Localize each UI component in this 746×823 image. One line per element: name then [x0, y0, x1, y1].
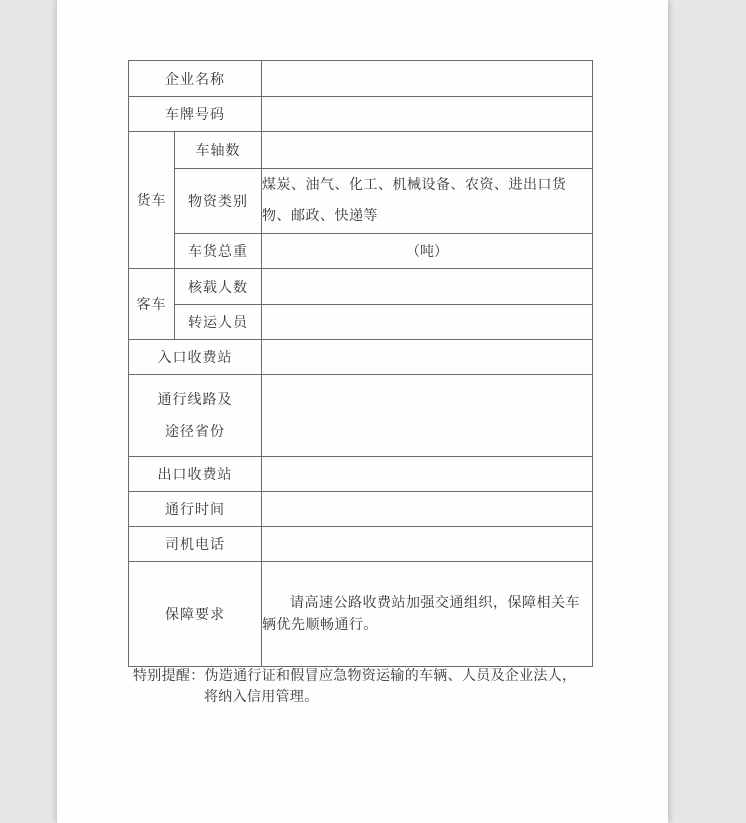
row-goods-type [129, 169, 593, 234]
axles-label: 车轴数 [175, 132, 262, 169]
goods-type-label: 物资类别 [175, 169, 262, 234]
special-reminder [133, 666, 603, 708]
entry-station-field[interactable] [262, 340, 593, 375]
entry-station-label: 入口收费站 [129, 340, 262, 375]
capacity-field[interactable] [262, 269, 593, 305]
gross-weight-field[interactable] [262, 234, 593, 269]
company-name-field[interactable] [262, 61, 593, 97]
transfer-staff-label: 转运人员 [175, 305, 262, 340]
row-company-name [129, 61, 593, 97]
truck-group-label: 货车 [129, 132, 175, 269]
row-entry-station [129, 340, 593, 375]
row-gross-weight [129, 234, 593, 269]
bus-group-label: 客车 [129, 269, 175, 340]
gross-weight-label: 车货总重 [175, 234, 262, 269]
guarantee-text: 请高速公路收费站加强交通组织，保障相关车辆优先顺畅通行。 [262, 562, 593, 667]
row-pass-time [129, 492, 593, 527]
weight-unit: （吨） [406, 244, 448, 260]
row-route [129, 375, 593, 457]
route-field[interactable] [262, 375, 593, 457]
pass-application-form [128, 60, 593, 667]
route-label-line1: 通行线路及 [157, 391, 233, 408]
reminder-line2: 将纳入信用管理。 [204, 689, 319, 705]
reminder-line1: 特别提醒：伪造通行证和假冒应急物资运输的车辆、人员及企业法人， [133, 668, 577, 684]
plate-number-field[interactable] [262, 97, 593, 132]
row-plate-number [129, 97, 593, 132]
plate-number-label: 车牌号码 [129, 97, 262, 132]
goods-type-field[interactable]: 煤炭、油气、化工、机械设备、农资、进出口货物、邮政、快递等 [262, 169, 593, 234]
transfer-staff-field[interactable] [262, 305, 593, 340]
row-guarantee [129, 562, 593, 667]
pass-time-field[interactable] [262, 492, 593, 527]
row-capacity [129, 269, 593, 305]
company-name-label: 企业名称 [129, 61, 262, 97]
guarantee-label: 保障要求 [129, 562, 262, 667]
driver-phone-field[interactable] [262, 527, 593, 562]
row-axles [129, 132, 593, 169]
route-label-line2: 途径省份 [165, 423, 225, 440]
axles-field[interactable] [262, 132, 593, 169]
pass-time-label: 通行时间 [129, 492, 262, 527]
row-exit-station [129, 457, 593, 492]
document-page [57, 0, 668, 823]
row-transfer-staff [129, 305, 593, 340]
exit-station-field[interactable] [262, 457, 593, 492]
exit-station-label: 出口收费站 [129, 457, 262, 492]
row-driver-phone [129, 527, 593, 562]
capacity-label: 核载人数 [175, 269, 262, 305]
driver-phone-label: 司机电话 [129, 527, 262, 562]
route-label [129, 375, 262, 457]
